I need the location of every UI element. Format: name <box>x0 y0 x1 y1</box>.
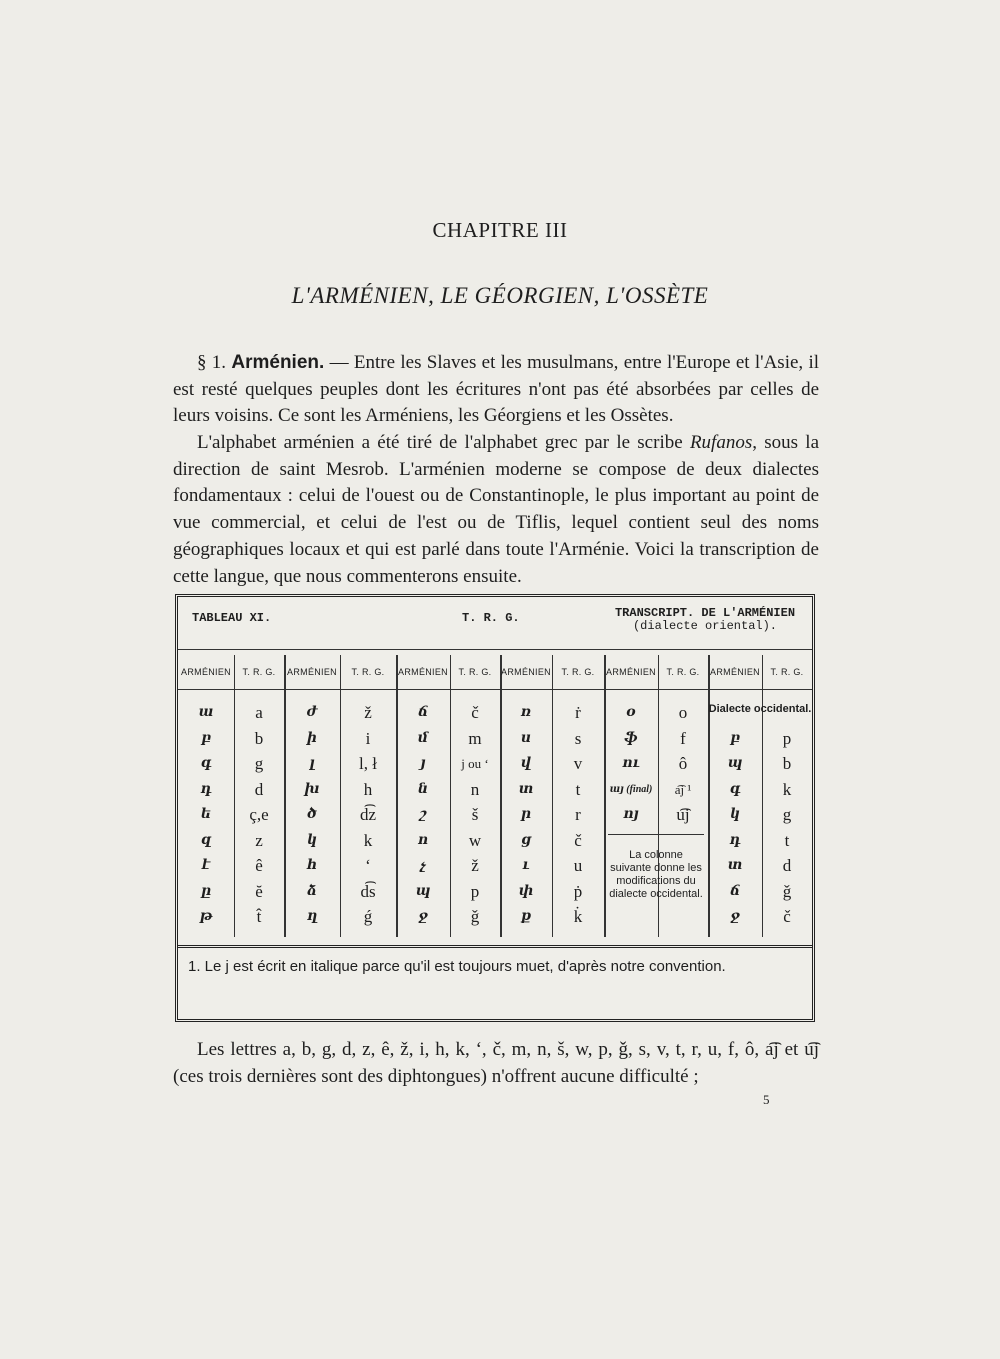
armenian-letter: ա <box>198 705 214 720</box>
note-separator <box>608 834 704 835</box>
trg-transcription: r <box>575 805 581 824</box>
trg-transcription: d͡z <box>359 805 377 824</box>
armenian-letter: ը <box>200 883 212 899</box>
trg-transcription: č <box>783 907 791 926</box>
trg-transcription: a͡j ¹ <box>674 781 692 797</box>
armenian-letter: օ <box>626 705 636 720</box>
column-header-armenian: ARMÉNIEN <box>604 655 658 690</box>
armenian-letter: ր <box>520 807 532 822</box>
closing-paragraph <box>173 1037 819 1090</box>
armenian-letter: այ (final) <box>609 783 653 795</box>
trg-transcription: ʻ <box>365 856 371 875</box>
trg-transcription: ô <box>678 754 688 773</box>
armenian-letter: ղ <box>306 909 318 924</box>
trg-transcription: u͡j <box>676 805 690 824</box>
trg-transcription: j ou ʻ <box>461 756 489 771</box>
trg-transcription: ç,e <box>249 805 269 824</box>
armenian-letter: ու <box>622 756 640 771</box>
armenian-letter: է <box>201 858 211 873</box>
armenian-letter: պ <box>415 883 431 899</box>
armenian-letter: բ <box>730 730 740 746</box>
table-title <box>600 607 810 633</box>
trg-transcription: f <box>680 728 686 748</box>
trg-transcription: b <box>254 728 264 748</box>
trg-transcription: z <box>255 830 263 850</box>
trg-transcription: ž <box>364 703 372 722</box>
column-header-trg: T. R. G. <box>658 655 708 690</box>
column-header-armenian: ARMÉNIEN <box>708 655 762 690</box>
trg-transcription: u <box>573 856 583 875</box>
trg-transcription: w <box>468 830 482 850</box>
trg-transcription: s <box>574 728 582 748</box>
armenian-letter: ռ <box>520 705 532 720</box>
armenian-letter: գ <box>200 756 212 771</box>
armenian-letter: մ <box>417 730 429 746</box>
trg-transcription: ǧ <box>782 881 792 901</box>
trg-transcription: v <box>573 754 583 773</box>
trg-transcription: š <box>471 805 479 824</box>
table-header <box>178 597 812 650</box>
trg-transcription: m <box>468 728 482 748</box>
column-header-armenian: ARMÉNIEN <box>396 655 450 690</box>
armenian-letter: յ <box>420 756 426 771</box>
trg-transcription: ǧ <box>470 907 480 926</box>
table-columns <box>178 655 812 945</box>
trg-transcription: č <box>574 830 582 850</box>
armenian-letter: ի <box>306 730 318 746</box>
armenian-letter: ոյ <box>623 807 639 822</box>
trg-transcription: t̂ <box>256 907 262 926</box>
trg-transcription: ǵ <box>363 907 373 926</box>
trg-transcription: d <box>782 856 792 875</box>
table-footnote: 1. Le j est écrit en italique parce qu'il est toujours muet, d'après notre convention. <box>188 958 726 975</box>
column-header-trg: T. R. G. <box>340 655 396 690</box>
armenian-letter: զ <box>200 832 212 848</box>
armenian-letter: կ <box>306 832 318 848</box>
armenian-letter: ձ <box>307 883 317 899</box>
column-header-trg: T. R. G. <box>552 655 604 690</box>
column-header-armenian: ARMÉNIEN <box>178 655 234 690</box>
trg-transcription: p <box>470 881 480 901</box>
column-header-armenian: ARMÉNIEN <box>284 655 340 690</box>
armenian-letter: շ <box>419 807 427 822</box>
armenian-letter: պ <box>727 756 743 771</box>
armenian-letter: տ <box>727 858 743 873</box>
armenian-letter: վ <box>520 756 532 771</box>
chapter-title: CHAPITRE III <box>432 218 568 242</box>
trg-transcription: h <box>363 779 373 799</box>
armenian-letter: ժ <box>306 705 318 720</box>
trg-transcription: ṗ <box>573 881 583 901</box>
column-header-trg: T. R. G. <box>450 655 500 690</box>
paragraph-1-text: — Entre les Slaves et les musulmans, entre l'Europe et l'Asie, il est resté quelques peuples dont les écritures n'ont pas été absorbées par celles de leurs voisins. Ce sont les Arméniens, les Géorgiens et les Ossètes. <box>173 352 820 427</box>
armenian-letter: ֆ <box>624 730 638 746</box>
trg-transcription: ž <box>471 856 479 875</box>
trg-transcription: t <box>575 779 581 799</box>
trg-transcription: o <box>678 703 688 722</box>
armenian-letter: ճ <box>418 705 428 720</box>
footnote-separator <box>178 945 812 948</box>
paragraph-2 <box>173 430 819 590</box>
paragraph-2-text-b: , sous la direction de saint Mesrob. L'arménien moderne se compose de deux dialectes fondamentaux : celui de l'ouest ou de Constantinople, le plus important au point de vue commercial, et celui de l'est ou de Tiflis, lequel contient seul des noms géographiques locaux et qui est parlé dans toute l'Arménie. Voici la transcription de cette langue, que nous commenterons ensuite. <box>173 432 820 587</box>
armenian-letter: գ <box>729 781 741 797</box>
trg-transcription: i <box>365 728 371 748</box>
armenian-letter: ո <box>417 832 429 848</box>
trg-transcription: p <box>782 728 792 748</box>
trg-transcription: k <box>363 830 373 850</box>
trg-transcription: k̇ <box>573 907 583 926</box>
paragraph-1 <box>173 350 819 430</box>
trg-transcription: n <box>470 779 480 799</box>
armenian-letter: ծ <box>307 807 317 822</box>
trg-transcription: l, ł <box>359 754 377 773</box>
trg-transcription: ṙ <box>575 703 581 722</box>
armenian-letter: թ <box>199 909 213 924</box>
table-title-main: TRANSCRIPT. DE L'ARMÉNIEN <box>614 606 796 620</box>
section-title: Arménien. <box>231 352 325 373</box>
armenian-letter: ք <box>520 909 532 924</box>
scribe-name: Rufanos <box>689 432 753 453</box>
table-title-sub: (dialecte oriental). <box>632 619 778 633</box>
armenian-letter: դ <box>729 832 741 848</box>
table-trg: T. R. G. <box>462 611 520 625</box>
armenian-letter: ց <box>521 832 531 848</box>
armenian-letter: ս <box>520 730 532 746</box>
page-number: 5 <box>763 1092 770 1107</box>
trg-transcription: d <box>254 779 264 799</box>
armenian-letter: ւ <box>522 858 530 873</box>
armenian-letter: ե <box>200 807 212 822</box>
trg-transcription: b <box>782 754 792 773</box>
table-label: TABLEAU XI. <box>192 611 272 625</box>
armenian-letter: կ <box>729 807 741 822</box>
armenian-letter: տ <box>518 781 534 797</box>
column-header-armenian: ARMÉNIEN <box>500 655 552 690</box>
armenian-letter: լ <box>309 756 315 771</box>
trg-transcription: ĕ <box>255 881 263 901</box>
armenian-letter: չ <box>420 858 426 873</box>
paragraph-2-text-a: L'alphabet arménien a été tiré de l'alphabet grec par le scribe <box>197 432 690 453</box>
trg-transcription: d͡s <box>360 881 376 901</box>
armenian-letter: դ <box>200 781 212 797</box>
armenian-letter: փ <box>518 883 534 899</box>
column-header-trg: T. R. G. <box>234 655 284 690</box>
armenian-letter: ջ <box>730 909 740 924</box>
trg-transcription: ê <box>255 856 263 875</box>
trg-transcription: t <box>784 830 790 850</box>
column-note: La colonne suivante donne les modifications du dialecte occidental. <box>609 848 703 900</box>
chapter-subtitle: L'ARMÉNIEN, LE GÉORGIEN, L'OSSÈTE <box>291 283 709 308</box>
armenian-letter: ն <box>417 781 429 797</box>
armenian-letter: խ <box>304 781 320 797</box>
armenian-letter: հ <box>306 858 318 873</box>
dialecte-occidental-header: Dialecte occidental. <box>708 703 812 715</box>
armenian-letter: բ <box>201 730 211 746</box>
trg-transcription: a <box>255 703 263 722</box>
armenian-letter: ճ <box>730 883 740 899</box>
trg-transcription: k <box>782 779 792 799</box>
trg-transcription: č <box>471 703 479 722</box>
trg-transcription: g <box>254 754 264 773</box>
armenian-letter: ջ <box>418 909 428 924</box>
closing-text: Les lettres a, b, g, d, z, ê, ž, i, h, k, ʻ, č, m, n, š, w, p, ǧ, s, v, t, r, u, f, ô, a͡j et u͡j (ces trois dernières sont des diphtongues) n'offrent aucune difficulté ; <box>173 1039 819 1087</box>
transcription-table <box>175 594 815 1022</box>
section-number: § 1. <box>197 352 227 373</box>
column-header-trg: T. R. G. <box>762 655 812 690</box>
trg-transcription: g <box>782 805 792 824</box>
